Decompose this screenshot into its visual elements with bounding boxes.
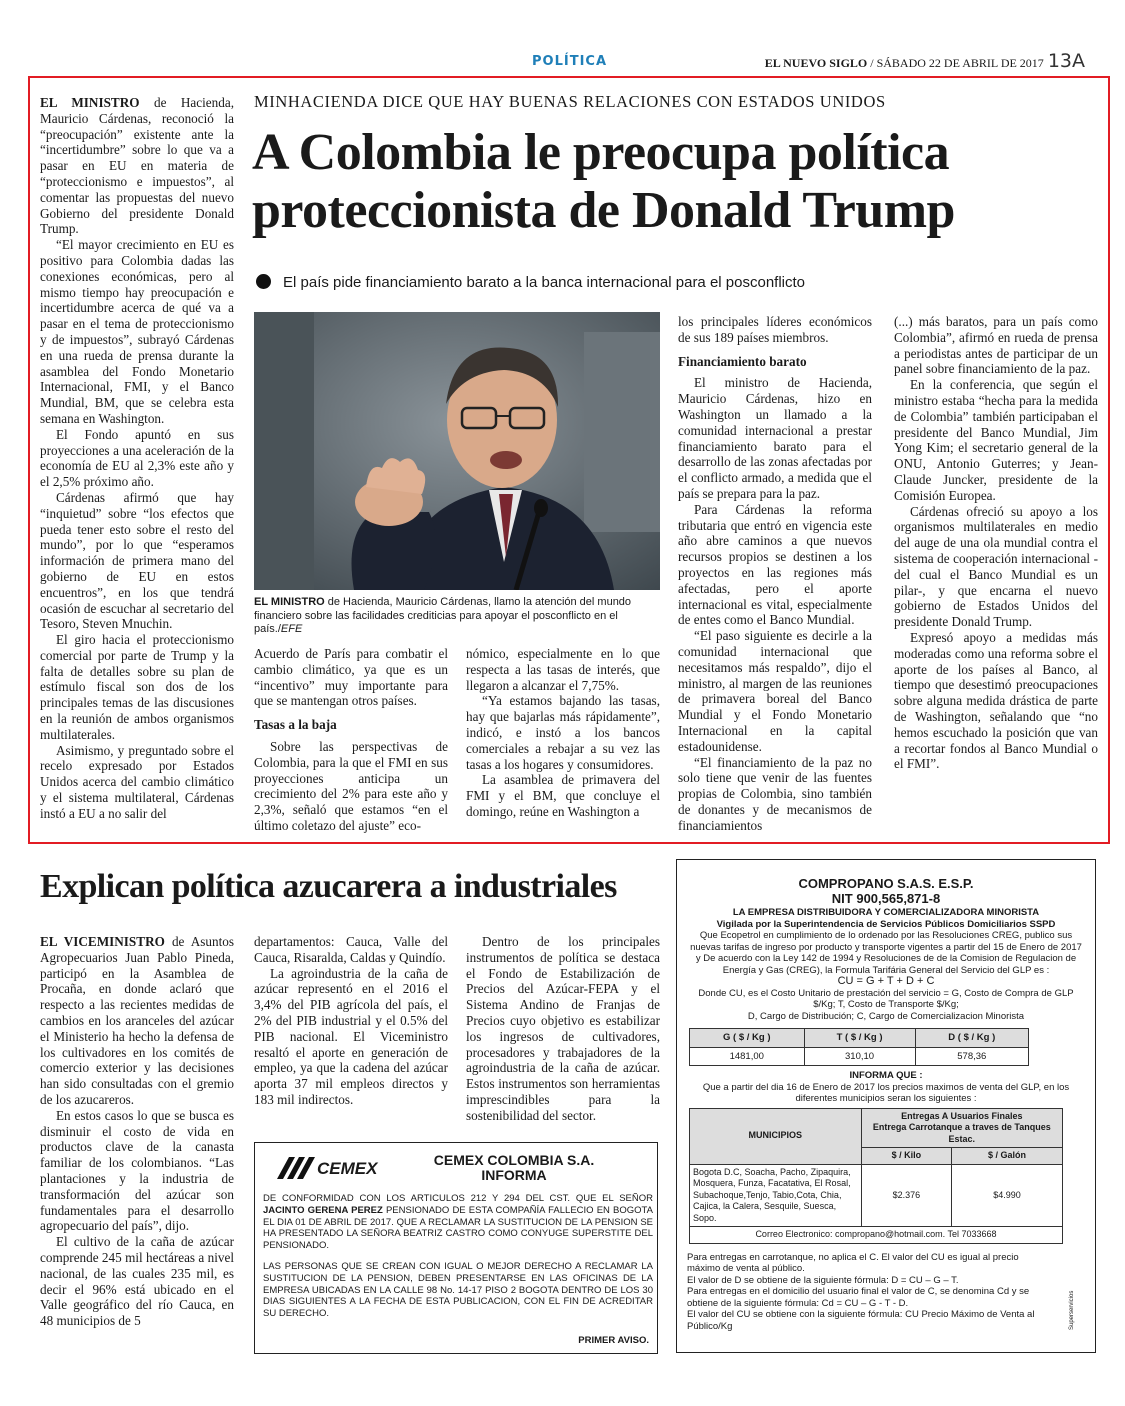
- paragraph: Sobre las perspectivas de Colombia, para la que el FMI en sus proyecciones anticipa un crecimiento del 2% para este año y 2,3%, señaló que estamos “en el último coletazo del ajuste” eco-: [254, 738, 448, 833]
- paragraph: Para Cárdenas la reforma tributaria que entró en vigencia este año abre caminos a que nuevos recursos propios se destinen a los proyectos en las regiones más afectadas, pero el aporte internacional es vital, especialmente de entes como el Banco Mundial.: [678, 501, 872, 628]
- table-cell: 578,36: [915, 1047, 1028, 1066]
- paragraph: El Fondo apuntó en sus proyecciones a una aceleración de la economía de EU al 2,3% este año y el 2,5% próximo año.: [40, 426, 234, 490]
- cemex-wordmark: CEMEX: [317, 1159, 378, 1178]
- article-column-4: [678, 314, 872, 834]
- article-kicker: MINHACIENDA DICE QUE HAY BUENAS RELACIONES CON ESTADOS UNIDOS: [254, 92, 886, 111]
- table-header-row: [690, 1029, 1029, 1048]
- cemex-paragraph-1: DE CONFORMIDAD CON LOS ARTICULOS 212 Y 294 DEL CST. QUE EL SEÑOR JACINTO GERENA PEREZ PENSIONADO DE ESTA COMPAÑÍA FALLECIO EN BOGOTA EL DIA 01 DE ABRIL DE 2017. QUE A RECLAMAR LA SUSTITUCION DE LA PENSION SE HA PRESENTADO LA SEÑORA BEATRIZ CASTRO COMO CONYUGE SUPERSTITE DEL PENSIONADO.: [263, 1193, 653, 1252]
- article-column-3: [466, 646, 660, 820]
- paragraph: Expresó apoyo a medidas más moderadas como una reforma sobre el aporte de los países al Banco, al tiempo que desestimó preocupaciones sobre alguna medida drástica de parte de Washington, señalando que “no hemos escuchado la posición que van a recortar fondos al Banco Mundial o el FMI”.: [894, 629, 1098, 772]
- company-nit: NIT 900,565,871-8: [831, 891, 941, 906]
- photo-illustration: [254, 312, 660, 590]
- paragraph: Cárdenas ofreció su apoyo a los organismos multilaterales en medio del auge de una ola mundial contra el sistema de cooperación internacional -del cual el Banco Mundial es un pilar-, y que encarna el nuevo gobierno de Estados Unidos del presidente Donald Trump.: [894, 503, 1098, 630]
- table-header: MUNICIPIOS: [690, 1108, 862, 1164]
- paragraph: La asamblea de primavera del FMI y el BM, que concluye el domingo, reúne en Washington a: [466, 772, 660, 819]
- table-row: [690, 1227, 1063, 1244]
- deck-text: El país pide financiamiento barato a la banca internacional para el posconflicto: [283, 274, 805, 291]
- prices-table: [689, 1108, 1063, 1244]
- article-column-2: [254, 646, 448, 834]
- lead-word: EL VICEMINISTRO: [40, 934, 165, 949]
- table-cell: $2.376: [861, 1164, 952, 1227]
- company-line-2: Vigilada por la Superintendencia de Servicios Públicos Domiciliarios SSPD: [716, 918, 1056, 930]
- note: Para entregas en carrotanque, no aplica el C. El valor del CU es igual al precio máximo de venta al público.: [687, 1251, 1019, 1274]
- paragraph: “El financiamiento de la paz no solo tiene que venir de las fuentes propias de Colombia, sino también de donantes y de mecanismos de financiamientos: [678, 754, 872, 833]
- paper-name: EL NUEVO SIGLO: [764, 56, 868, 70]
- paragraph: Asimismo, y preguntado sobre el recelo expresado por Estados Unidos acerca del cambio climático y el sistema multilateral, Cárdenas instó a EU a no salir del: [40, 742, 234, 821]
- photo-credit: EFE: [280, 623, 303, 635]
- table-cell: 1481,00: [690, 1047, 805, 1066]
- paragraph: “Ya estamos bajando las tasas, hay que bajarlas más rápidamente”, indicó, e instó a los bancos comerciales a rebajar a su vez las tasas a los hogares y consumidores.: [466, 693, 660, 772]
- lead-word: EL MINISTRO: [40, 95, 140, 110]
- minister-photo: [254, 312, 660, 590]
- article-deck: [256, 274, 805, 291]
- paragraph: nómico, especialmente en lo que respecta a las tasas de interés, que llegaron a alcanzar el 7,75%.: [466, 646, 660, 693]
- company-line-1: LA EMPRESA DISTRIBUIDORA Y COMERCIALIZADORA MINORISTA: [732, 907, 1040, 918]
- issue-date: / SÁBADO 22 DE ABRIL DE 2017: [867, 56, 1044, 70]
- article-headline: A Colombia le preocupa política proteccionista de Donald Trump: [252, 124, 955, 239]
- paragraph: “El paso siguiente es decirle a la comunidad internacional que necesitamos más respaldo”, dijo el ministro, al margen de las reuniones de primavera boreal del Banco Mundial y el Fondo Monetario Internacional en la capital estadounidense.: [678, 628, 872, 754]
- notes: [687, 1252, 1047, 1333]
- paragraph: El cultivo de la caña de azúcar comprende 245 mil hectáreas a nivel nacional, de las cuales 235 mil, es decir el 96% está ubicado en el Valle geográfico del río Cauca, en 48 municipios de 5: [40, 1234, 234, 1329]
- cemex-notice: [254, 1142, 658, 1354]
- paragraph: “El mayor crecimiento en EU es positivo para Colombia dadas las conexiones económicas, pero al mismo tiempo hay preocupación e incertidumbre acerca de qué va a pasar en el tema de proteccionismo y de impuestos”, subrayó Cárdenas en una rueda de prensa durante la asamblea del Fondo Monetario Internacional, FMI, y el Banco Mundial, BM, que se celebra esta semana en Washington.: [40, 237, 234, 426]
- paragraph: En estos casos lo que se busca es disminuir el costo de vida en productos clave de la canasta familiar de los colombianos. “Las plantaciones y la industria de transformación del azúcar son fundamentales para el desarrollo agropecuario del país”, dijo.: [40, 1107, 234, 1234]
- tariff-definitions-2: D, Cargo de Distribución; C, Cargo de Comercializacion Minorista: [747, 1010, 1025, 1022]
- photo-caption: EL MINISTRO de Hacienda, Mauricio Cárdenas, llamo la atención del mundo financiero sobre las facilidades crediticias para apoyar el posconflicto en el país./EFE: [254, 596, 632, 635]
- paragraph: El ministro de Hacienda, Mauricio Cárdenas, hizo en Washington un llamado a la comunidad internacional a prestar financiamiento barato para el desarrollo de las zonas afectadas por el conflicto armado, a medida que el país se prepara para la paz.: [678, 375, 872, 501]
- superservicios-logo: Superservicios: [1069, 1290, 1075, 1330]
- paragraph: Acuerdo de París para combatir el cambio climático, ya que es un “incentivo” muy importante para que se mantengan otros países.: [254, 646, 448, 709]
- second-article-headline: Explican política azucarera a industriales: [40, 868, 617, 905]
- paragraph: El giro hacia el proteccionismo comercial por parte de Trump y la falta de detalles sobre su plan de estímulo fiscal son dos de los principales temas de las discusiones en la reunión de ambos organismos multilaterales.: [40, 632, 234, 742]
- paragraph: Cárdenas afirmó que hay “inquietud” sobre “los efectos que pueda tener esto sobre el resto del mundo”, por lo que “esperamos información de primera mano del gobierno de EU en estos encuentros”, en los que tendrá ocasión de escuchar al secretario del Tesoro, Steven Mnuchin.: [40, 489, 234, 632]
- table-header: G ( $ / Kg ): [690, 1029, 805, 1048]
- section-label: POLÍTICA: [532, 54, 608, 69]
- table-cell: 310,10: [804, 1047, 915, 1066]
- table-cell: Correo Electronico: compropano@hotmail.com. Tel 7033668: [690, 1227, 1063, 1244]
- bullet-icon: [256, 274, 271, 289]
- informa-text: Que a partir del dia 16 de Enero de 2017 los precios maximos de venta del GLP, en los diferentes municipios seran los siguientes :: [702, 1081, 1070, 1104]
- subhead: Tasas a la baja: [254, 717, 337, 733]
- compropano-notice: [676, 859, 1096, 1353]
- paragraph: Dentro de los principales instrumentos de política se destaca el Fondo de Estabilización de Precios del Azúcar-FEPA y el Sistema Andino de Franjas de Precios cuyo objetivo es estabilizar los ingresos de cultivadores, procesadores y trabajadores de la agroindustria de la caña de azúcar. Estos instrumentos son herramientas imprescindibles para la sostenibilidad del sector.: [466, 934, 660, 1123]
- note: Para entregas en el domicilio del usuario final el valor de C, se denomina Cd y se obtiene de la siguiente fórmula: Cd = CU – G - T - D.: [687, 1286, 1030, 1309]
- paragraph: En la conferencia, que según el ministro estaba “hecha para la medida de Colombia” también participaban el presidente del Banco Mundial, Jim Yong Kim; el secretario general de la ONU, Antonio Guterres; y Jean-Claude Juncker, presidente de la Comisión Europea.: [894, 377, 1098, 503]
- table-header: D ( $ / Kg ): [915, 1029, 1028, 1048]
- paragraph: (...) más baratos, para un país como Colombia”, afirmó en rueda de prensa a periodistas antes de participar de un panel sobre financiamiento de la paz.: [894, 314, 1098, 377]
- table-header-row: [690, 1108, 1063, 1148]
- tariff-formula: CU = G + T + D + C: [837, 975, 935, 987]
- tariff-definitions-1: Donde CU, es el Costo Unitario de prestación del servicio = G, Costo de Compra de GLP $/Kg; T, Costo de Transporte $/Kg;: [698, 987, 1074, 1010]
- table-header: T ( $ / Kg ): [804, 1029, 915, 1048]
- company-name: COMPROPANO S.A.S. E.S.P.: [798, 876, 974, 891]
- table-cell: $4.990: [952, 1164, 1063, 1227]
- article-column-5: [894, 314, 1098, 772]
- masthead: [765, 50, 1085, 72]
- cemex-logo: [275, 1153, 378, 1183]
- paragraph: EL VICEMINISTRO de Asuntos Agropecuarios Juan Pablo Pineda, participó en la Asamblea de Procaña, en donde aclaró que respecto a las recientes medidas de cambios en los aranceles del azúcar el Ministerio ha hecho la defensa de los cultivadores en los comités de comercio exterior y las decisiones han sido consultadas con el gremio de los azucareros.: [40, 934, 235, 1107]
- page-number: 13A: [1047, 50, 1085, 72]
- subhead: Financiamiento barato: [678, 353, 807, 369]
- cemex-stripes-icon: [275, 1155, 315, 1181]
- second-article-column-3: [466, 934, 660, 1124]
- cemex-title: CEMEX COLOMBIA S.A. INFORMA: [433, 1152, 595, 1183]
- table-header: $ / Kilo: [861, 1148, 952, 1165]
- second-article-column-1: [40, 934, 234, 1329]
- informa-heading: INFORMA QUE :: [849, 1070, 923, 1081]
- paragraph: EL MINISTRO de Hacienda, Mauricio Cárdenas, reconoció la “preocupación” existente ante la “incertidumbre” sobre lo que va a pasar en EU en materia de “proteccionismo e impuestos”, al comentar las propuestas del nuevo Gobierno del presidente Donald Trump.: [40, 95, 234, 237]
- table-header: $ / Galón: [952, 1148, 1063, 1165]
- note: El valor de D se obtiene de la siguiente fórmula: D = CU – G – T.: [687, 1274, 959, 1286]
- tariff-intro: Que Ecopetrol en cumplimiento de lo ordenado por las Resoluciones CREG, publico sus nuevas tarifas de ingreso por producto y transporte vigentes a partir del 15 de Enero de 2017 y De acuerdo con la Ley 142 de 1994 y Resoluciones de de la Comision de Regulacion de Energía y Gas (CREG), la Formula Tarifária General del Servicio del GLP es :: [690, 930, 1082, 976]
- paragraph: La agroindustria de la caña de azúcar representó en el 2016 el 3,4% del PIB agrícola del país, el 2% del PIB industrial y el 0.5% del PIB nacional. El Viceministro resaltó el aporte en generación de empleo, ya que la cadena del azúcar aporta 37 mil empleos directos y 183 mil indirectos.: [254, 965, 448, 1107]
- gtd-table: [689, 1028, 1029, 1066]
- article-column-1: [40, 95, 234, 822]
- table-header: Entregas A Usuarios Finales Entrega Carrotanque a traves de Tanques Estac.: [861, 1108, 1062, 1148]
- second-article-column-2: [254, 934, 448, 1108]
- paragraph: departamentos: Cauca, Valle del Cauca, Risaralda, Caldas y Quindío.: [254, 934, 448, 965]
- cemex-paragraph-2: LAS PERSONAS QUE SE CREAN CON IGUAL O MEJOR DERECHO A RECLAMAR LA SUSTITUCION DE LA PENSION, DEBEN PRESENTARSE EN LAS OFICINAS DE LA EMPRESA UBICADAS EN LA CALLE 98 No. 14-17 PISO 2 BOGOTA DENTRO DE LOS 30 DIAS SIGUIENTES A LA FECHA DE ESTA PUBLICACION, CON EL FIN DE ACREDITAR SU DERECHO.: [263, 1261, 653, 1320]
- paragraph: los principales líderes económicos de sus 189 países miembros.: [678, 314, 872, 345]
- table-row: [690, 1047, 1029, 1066]
- table-row: [690, 1164, 1063, 1227]
- table-cell: Bogota D.C, Soacha, Pacho, Zipaquira, Mosquera, Funza, Facatativa, El Rosal, Subachoque,Tenjo, Tabio,Cota, Chia, Cajica, la Calera, Sesquile, Suesca, Sopo.: [690, 1164, 862, 1227]
- note: El valor del CU se obtiene con la siguiente fórmula: CU Precio Máximo de Venta al Público/Kg: [687, 1309, 1035, 1332]
- cemex-footer: PRIMER AVISO.: [578, 1335, 649, 1347]
